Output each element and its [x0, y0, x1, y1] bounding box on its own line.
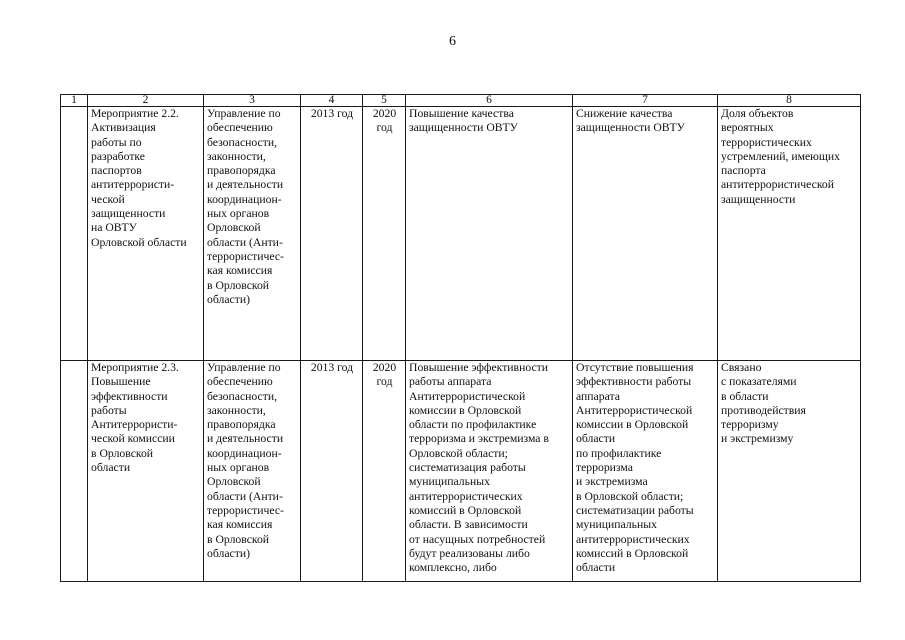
consequence-cell: Отсутствие повышения эффективности работы аппарата Антитеррористической комиссии в Орловской области по профилактике терроризма и экстремизма в Орловской области; систематизации работы муниципальных антитеррористических комиссий в Орловской области — [573, 361, 718, 582]
end-year-cell: 2020 год — [363, 107, 406, 361]
column-numbers-row — [61, 95, 861, 107]
column-number: 5 — [363, 95, 406, 107]
table-row — [61, 361, 861, 582]
measures-table — [60, 94, 861, 582]
expected-result-cell: Повышение качества защищенности ОВТУ — [406, 107, 573, 361]
column-number: 8 — [718, 95, 861, 107]
column-number: 1 — [61, 95, 88, 107]
indicator-cell: Связано с показателями в области противодействия терроризму и экстремизму — [718, 361, 861, 582]
column-number: 2 — [88, 95, 204, 107]
table-row — [61, 107, 861, 361]
column-number: 6 — [406, 95, 573, 107]
expected-result-cell: Повышение эффективности работы аппарата Антитеррористической комиссии в Орловской области по профилактике терроризма и экстремизма в Орловской области; систематизация работы муниципальных антитеррористических комиссий в Орловской области. В зависимости от насущных потребностей будут реализованы либо комплексно, либо — [406, 361, 573, 582]
indicator-cell: Доля объектов вероятных террористических устремлений, имеющих паспорта антитеррористической защищенности — [718, 107, 861, 361]
end-year-cell: 2020 год — [363, 361, 406, 582]
start-year-cell: 2013 год — [301, 107, 363, 361]
row-number-cell — [61, 107, 88, 361]
column-number: 3 — [204, 95, 301, 107]
row-number-cell — [61, 361, 88, 582]
consequence-cell: Снижение качества защищенности ОВТУ — [573, 107, 718, 361]
start-year-cell: 2013 год — [301, 361, 363, 582]
event-cell: Мероприятие 2.3. Повышение эффективности работы Антитеррористи- ческой комиссии в Орловской области — [88, 361, 204, 582]
page-number: 6 — [449, 34, 456, 49]
executor-cell: Управление по обеспечению безопасности, законности, правопорядка и деятельности координацион- ных органов Орловской области (Анти- террористичес- кая комиссия в Орловской области) — [204, 107, 301, 361]
column-number: 7 — [573, 95, 718, 107]
executor-cell: Управление по обеспечению безопасности, законности, правопорядка и деятельности координацион- ных органов Орловской области (Анти- террористичес- кая комиссия в Орловской области) — [204, 361, 301, 582]
event-cell: Мероприятие 2.2. Активизация работы по разработке паспортов антитеррористи- ческой защищенности на ОВТУ Орловской области — [88, 107, 204, 361]
column-number: 4 — [301, 95, 363, 107]
